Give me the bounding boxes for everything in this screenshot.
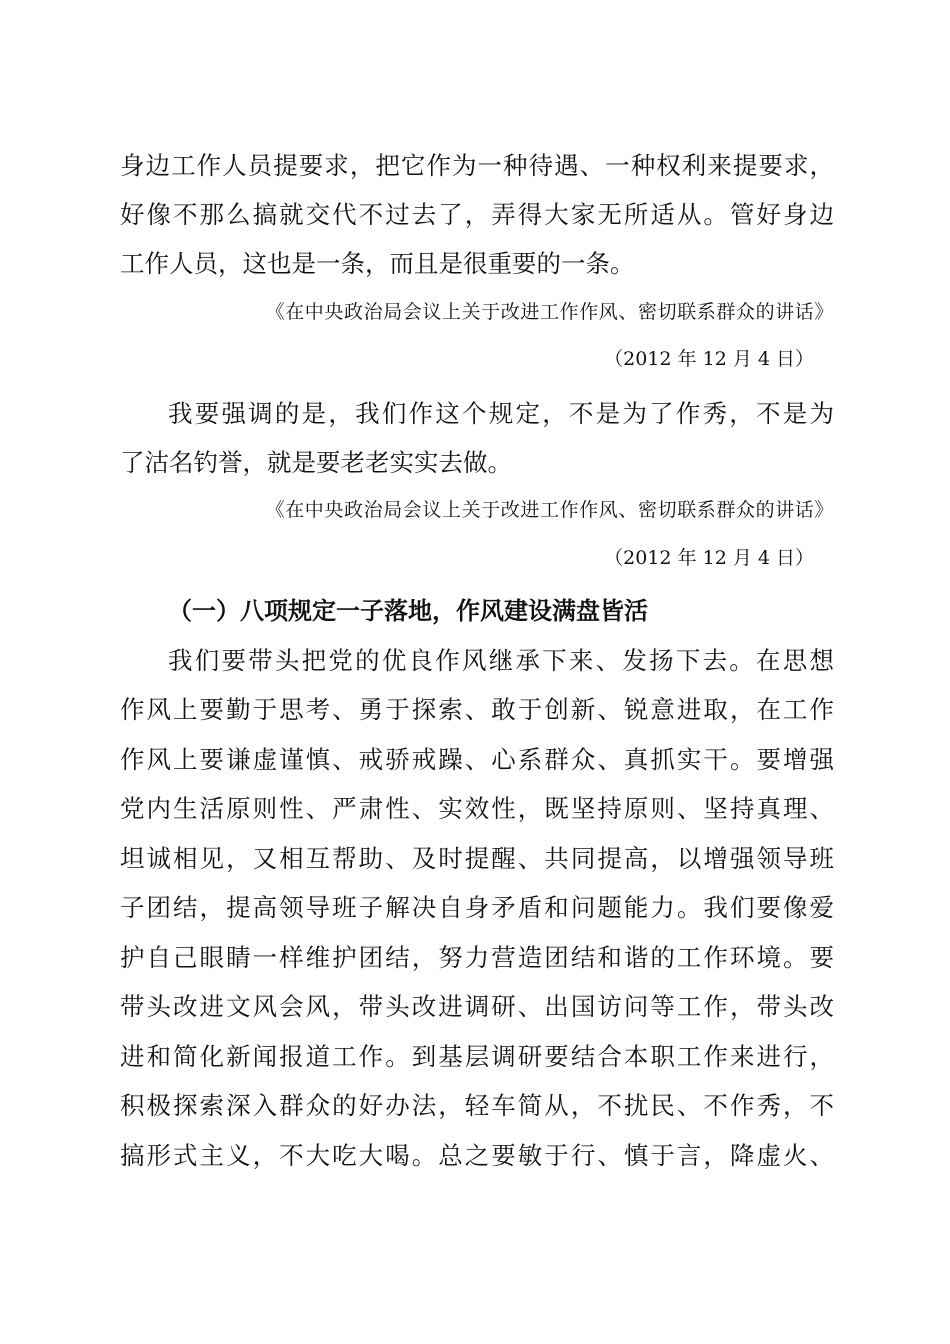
paragraph-line: 身边工作人员提要求，把它作为一种待遇、一种权利来提要求， (120, 151, 834, 180)
speech-citation: 《在中央政治局会议上关于改进工作作风、密切联系群众的讲话》 (265, 499, 834, 521)
paragraph-line: 作风上要谦虚谨慎、戒骄戒躁、心系群众、真抓实干。要增强 (120, 745, 834, 774)
paragraph-line: 带头改进文风会风，带头改进调研、出国访问等工作，带头改 (120, 992, 834, 1021)
paragraph-line: 进和简化新闻报道工作。到基层调研要结合本职工作来进行， (120, 1042, 834, 1071)
paragraph-line: 我们要带头把党的优良作风继承下来、发扬下去。在思想 (168, 646, 834, 675)
paragraph-line: 党内生活原则性、严肃性、实效性，既坚持原则、坚持真理、 (120, 794, 834, 823)
speech-date: （2012 年 12 月 4 日） (604, 547, 814, 569)
paragraph-line: 子团结，提高领导班子解决自身矛盾和问题能力。我们要像爱 (120, 893, 834, 922)
paragraph-line: 作风上要勤于思考、勇于探索、敢于创新、锐意进取，在工作 (120, 695, 834, 724)
paragraph-line: 搞形式主义，不大吃大喝。总之要敏于行、慎于言，降虚火、 (120, 1141, 834, 1170)
paragraph-line: 好像不那么搞就交代不过去了，弄得大家无所适从。管好身边 (120, 200, 834, 229)
speech-citation: 《在中央政治局会议上关于改进工作作风、密切联系群众的讲话》 (265, 301, 834, 323)
paragraph-line: 了沽名钓誉，就是要老老实实去做。 (120, 448, 512, 477)
paragraph-line: 护自己眼睛一样维护团结，努力营造团结和谐的工作环境。要 (120, 943, 834, 972)
paragraph-line: 我要强调的是，我们作这个规定，不是为了作秀，不是为 (168, 399, 834, 428)
paragraph-line: 积极探索深入群众的好办法，轻车简从，不扰民、不作秀，不 (120, 1091, 834, 1120)
speech-date: （2012 年 12 月 4 日） (604, 348, 814, 370)
section-heading: （一）八项规定一子落地，作风建设满盘皆活 (168, 597, 648, 625)
paragraph-line: 工作人员，这也是一条，而且是很重要的一条。 (120, 249, 635, 278)
paragraph-line: 坦诚相见，又相互帮助、及时提醒、共同提高，以增强领导班 (120, 844, 834, 873)
